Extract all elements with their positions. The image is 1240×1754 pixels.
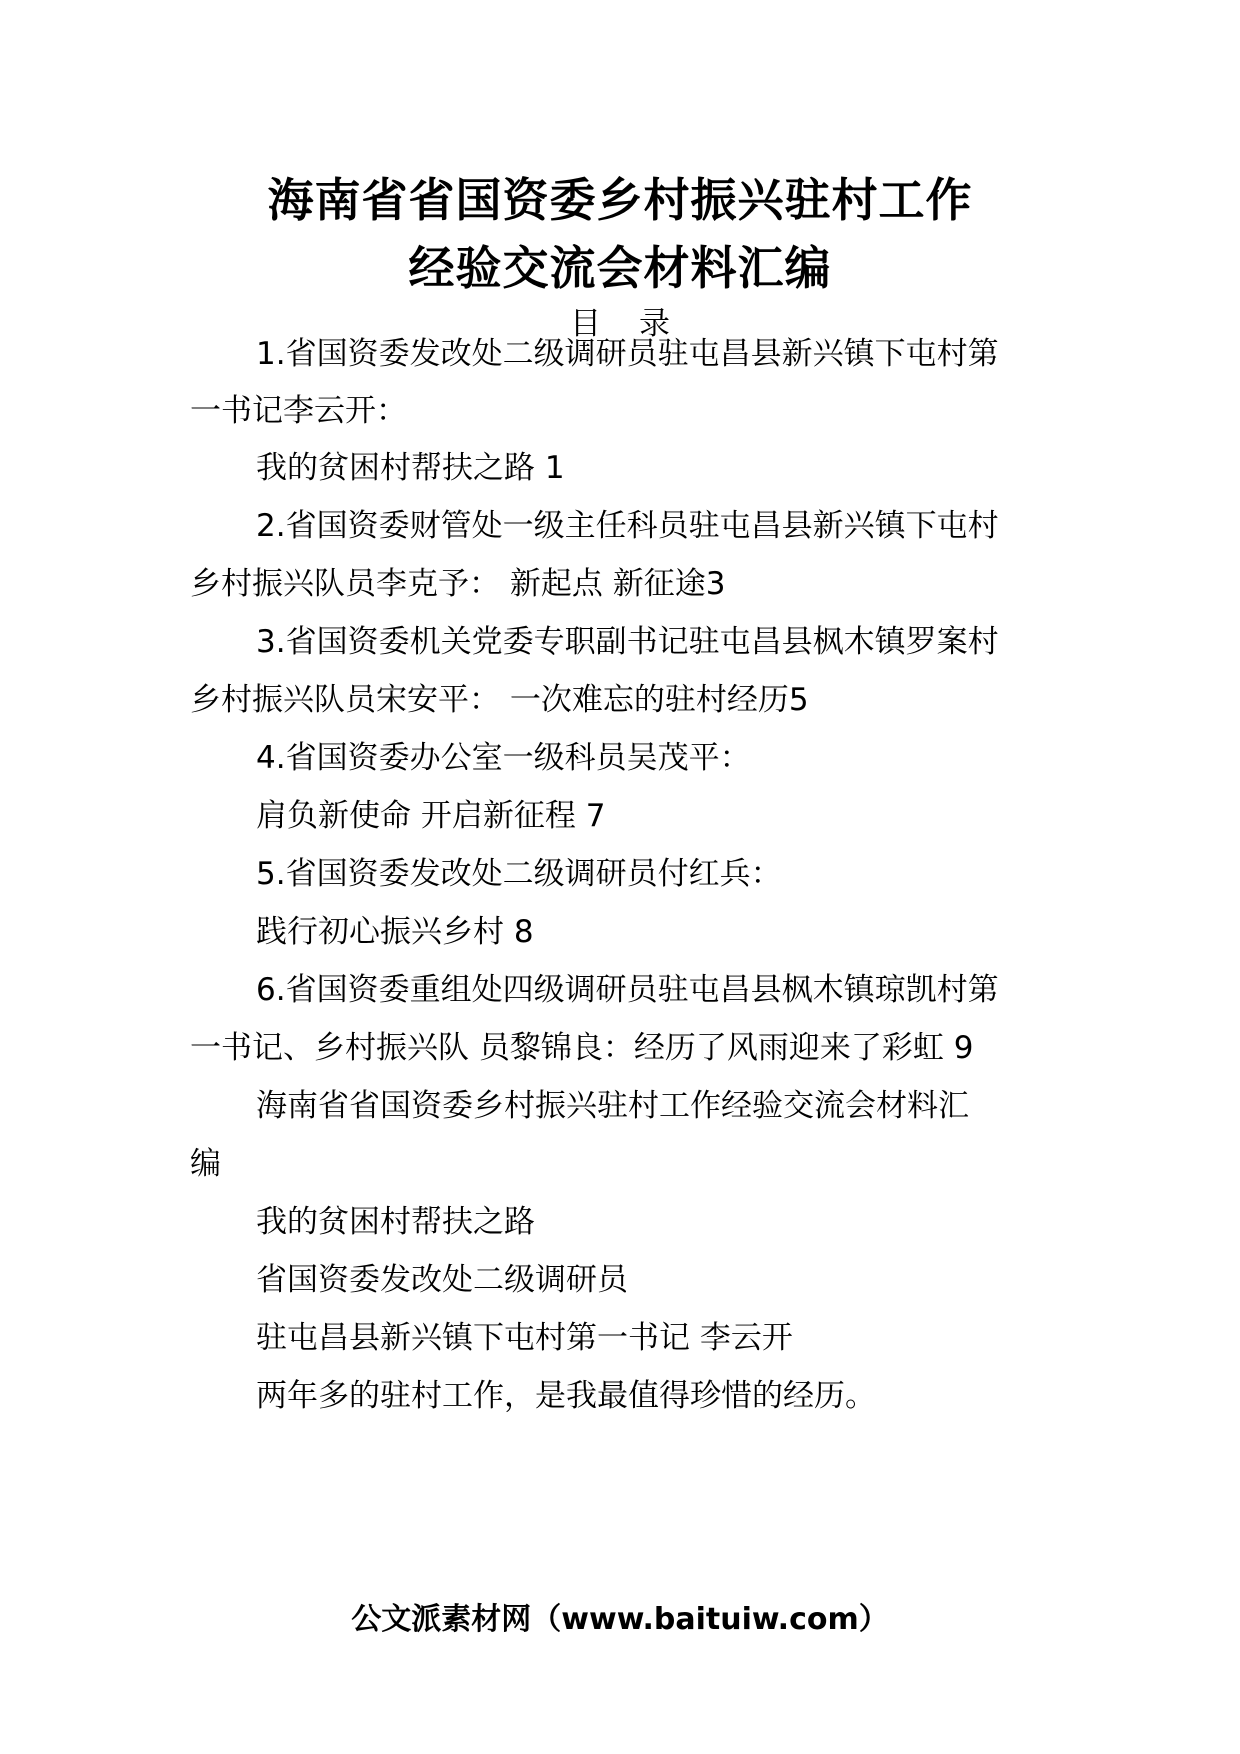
body-heading-line-2: 编	[190, 1146, 221, 1182]
toc-entry-4-line-1: 4.省国资委办公室一级科员吴茂平：	[256, 740, 751, 776]
author-name-line: 驻屯昌县新兴镇下屯村第一书记 李云开	[256, 1320, 793, 1356]
toc-heading-char-1: 目	[570, 306, 601, 342]
article-first-paragraph: 两年多的驻村工作，是我最值得珍惜的经历。	[256, 1378, 876, 1414]
toc-entry-4-subtitle: 肩负新使命 开启新征程 7	[256, 798, 606, 834]
toc-entry-5-subtitle: 践行初心振兴乡村 8	[256, 914, 534, 950]
toc-entry-6-line-1: 6.省国资委重组处四级调研员驻屯昌县枫木镇琼凯村第	[256, 972, 999, 1008]
toc-entry-6-line-2: 一书记、乡村振兴队 员黎锦良：经历了风雨迎来了彩虹 9	[190, 1030, 974, 1066]
article-title: 我的贫困村帮扶之路	[256, 1204, 535, 1240]
author-position: 省国资委发改处二级调研员	[256, 1262, 628, 1298]
footer-watermark: 公文派素材网（www.baituiw.com）	[351, 1602, 889, 1637]
body-heading-line-1: 海南省省国资委乡村振兴驻村工作经验交流会材料汇	[256, 1088, 969, 1124]
toc-entry-1-line-1: 1.省国资委发改处二级调研员驻屯昌县新兴镇下屯村第	[256, 336, 999, 372]
toc-heading-char-2: 录	[639, 306, 670, 342]
document-title-line-2: 经验交流会材料汇编	[408, 241, 832, 295]
toc-entry-1-subtitle: 我的贫困村帮扶之路 1	[256, 450, 565, 486]
toc-entry-2-line-1: 2.省国资委财管处一级主任科员驻屯昌县新兴镇下屯村	[256, 508, 999, 544]
document-title-line-1: 海南省省国资委乡村振兴驻村工作	[267, 173, 973, 227]
toc-entry-3-line-2: 乡村振兴队员宋安平： 一次难忘的驻村经历5	[190, 682, 809, 718]
toc-entry-1-line-2: 一书记李云开：	[190, 393, 407, 429]
toc-entry-3-line-1: 3.省国资委机关党委专职副书记驻屯昌县枫木镇罗案村	[256, 624, 999, 660]
toc-entry-2-line-2: 乡村振兴队员李克予： 新起点 新征途3	[190, 566, 726, 602]
toc-entry-5-line-1: 5.省国资委发改处二级调研员付红兵：	[256, 856, 782, 892]
